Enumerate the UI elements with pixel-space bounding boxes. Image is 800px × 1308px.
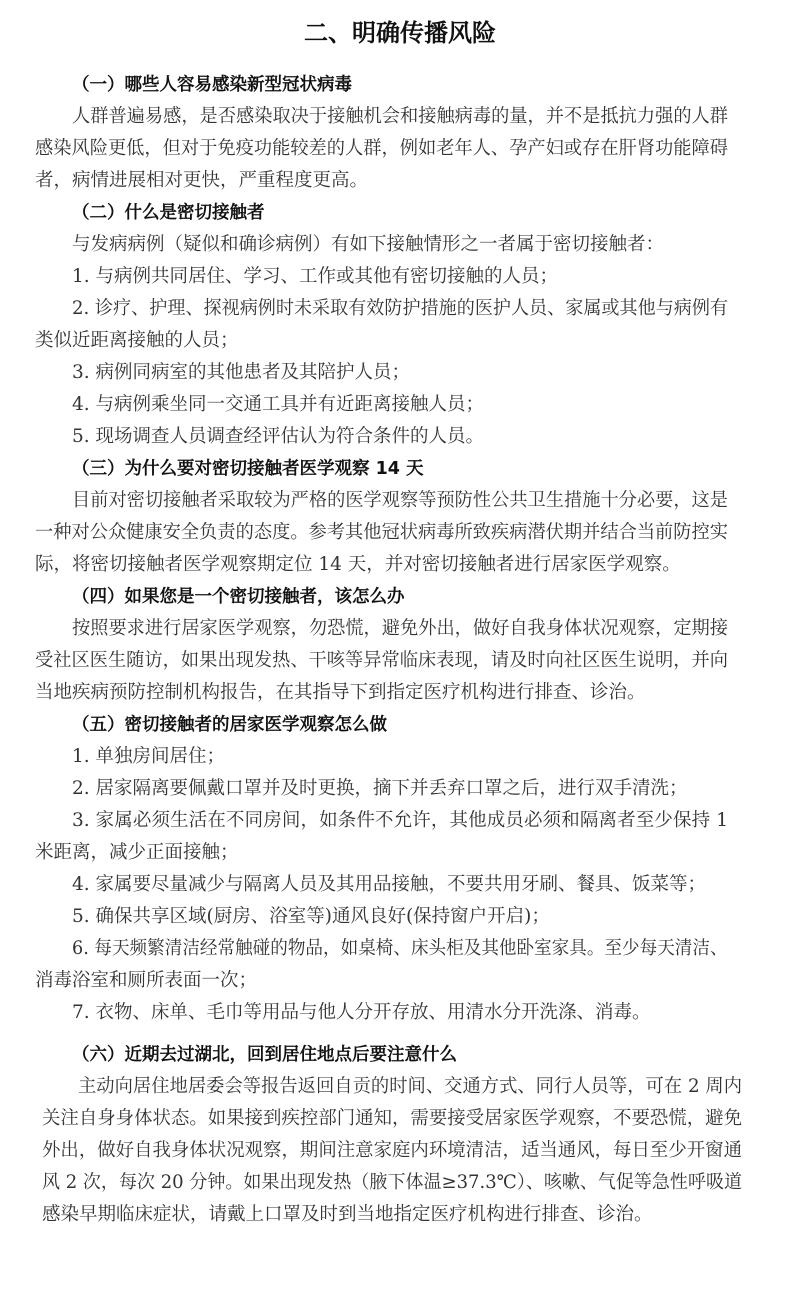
- section-heading-3: （三）为什么要对密切接触者医学观察 14 天: [72, 459, 424, 479]
- section-heading-2: （二）什么是密切接触者: [72, 203, 265, 223]
- paragraph-line: 受社区医生随访，如果出现发热、干咳等异常临床表现，请及时向社区医生说明，并向: [35, 650, 729, 671]
- paragraph-line: 与发病病例（疑似和确诊病例）有如下接触情形之一者属于密切接触者：: [72, 234, 665, 255]
- list-item: 3. 家属必须生活在不同房间，如条件不允许，其他成员必须和隔离者至少保持 1: [72, 810, 728, 831]
- list-item-continuation: 消毒浴室和厕所表面一次；: [35, 970, 258, 991]
- list-item: 7. 衣物、床单、毛巾等用品与他人分开存放、用清水分开洗涤、消毒。: [72, 1002, 651, 1023]
- list-item: 2. 诊疗、护理、探视病例时未采取有效防护措施的医护人员、家属或其他与病例有: [72, 298, 729, 319]
- list-item: 3. 病例同病室的其他患者及其陪护人员；: [72, 362, 411, 383]
- paragraph-line: 主动向居住地居委会等报告返回自贡的时间、交通方式、同行人员等，可在 2 周内: [78, 1076, 743, 1097]
- list-item: 2. 居家隔离要佩戴口罩并及时更换，摘下并丢弃口罩之后，进行双手清洗；: [72, 778, 688, 799]
- paragraph-line: 外出，做好自我身体状况观察，期间注意家庭内环境清洁，适当通风，每日至少开窗通: [42, 1140, 743, 1161]
- paragraph-line: 一种对公众健康安全负责的态度。参考其他冠状病毒所致疾病潜伏期并结合当前防控实: [35, 522, 729, 543]
- list-item: 4. 与病例乘坐同一交通工具并有近距离接触人员；: [72, 394, 485, 415]
- paragraph-line: 当地疾病预防控制机构报告，在其指导下到指定医疗机构进行排查、诊治。: [35, 682, 646, 703]
- paragraph-line: 风 2 次，每次 20 分钟。如果出现发热（腋下体温≥37.3℃）、咳嗽、气促等急性呼吸道: [42, 1172, 742, 1193]
- paragraph-line: 关注自身身体状态。如果接到疾控部门通知，需要接受居家医学观察，不要恐慌，避免: [42, 1108, 743, 1129]
- list-item: 4. 家属要尽量减少与隔离人员及其用品接触，不要共用牙刷、餐具、饭菜等；: [72, 874, 707, 895]
- section-heading-6: （六）近期去过湖北，回到居住地点后要注意什么: [72, 1045, 457, 1065]
- list-item-continuation: 类似近距离接触的人员；: [35, 330, 239, 351]
- paragraph-line: 按照要求进行居家医学观察，勿恐慌，避免外出，做好自我身体状况观察，定期接: [72, 618, 729, 639]
- list-item: 5. 现场调查人员调查经评估认为符合条件的人员。: [72, 426, 485, 447]
- paragraph-line: 者，病情进展相对更快，严重程度更高。: [35, 170, 369, 191]
- section-heading-5: （五）密切接触者的居家医学观察怎么做: [72, 715, 387, 735]
- paragraph-line: 人群普遍易感，是否感染取决于接触机会和接触病毒的量，并不是抵抗力强的人群: [72, 106, 729, 127]
- list-item: 5. 确保共享区域(厨房、浴室等)通风良好(保持窗户开启)；: [72, 906, 550, 927]
- paragraph-line: 际，将密切接触者医学观察期定位 14 天，并对密切接触者进行居家医学观察。: [35, 554, 681, 575]
- paragraph-line: 目前对密切接触者采取较为严格的医学观察等预防性公共卫生措施十分必要，这是: [72, 490, 729, 511]
- paragraph-line: 感染风险更低，但对于免疫功能较差的人群，例如老年人、孕产妇或存在肝肾功能障碍: [35, 138, 729, 159]
- page-title: 二、明确传播风险: [304, 19, 496, 47]
- list-item: 1. 与病例共同居住、学习、工作或其他有密切接触的人员；: [72, 266, 559, 287]
- list-item: 6. 每天频繁清洁经常触碰的物品，如桌椅、床头柜及其他卧室家具。至少每天清洁、: [72, 938, 728, 959]
- section-heading-1: （一）哪些人容易感染新型冠状病毒: [72, 75, 352, 95]
- section-heading-4: （四）如果您是一个密切接触者，该怎么办: [72, 587, 405, 607]
- paragraph-line: 感染早期临床症状，请戴上口罩及时到当地指定医疗机构进行排查、诊治。: [42, 1204, 653, 1225]
- list-item-continuation: 米距离，减少正面接触；: [35, 842, 239, 863]
- list-item: 1. 单独房间居住；: [72, 746, 226, 767]
